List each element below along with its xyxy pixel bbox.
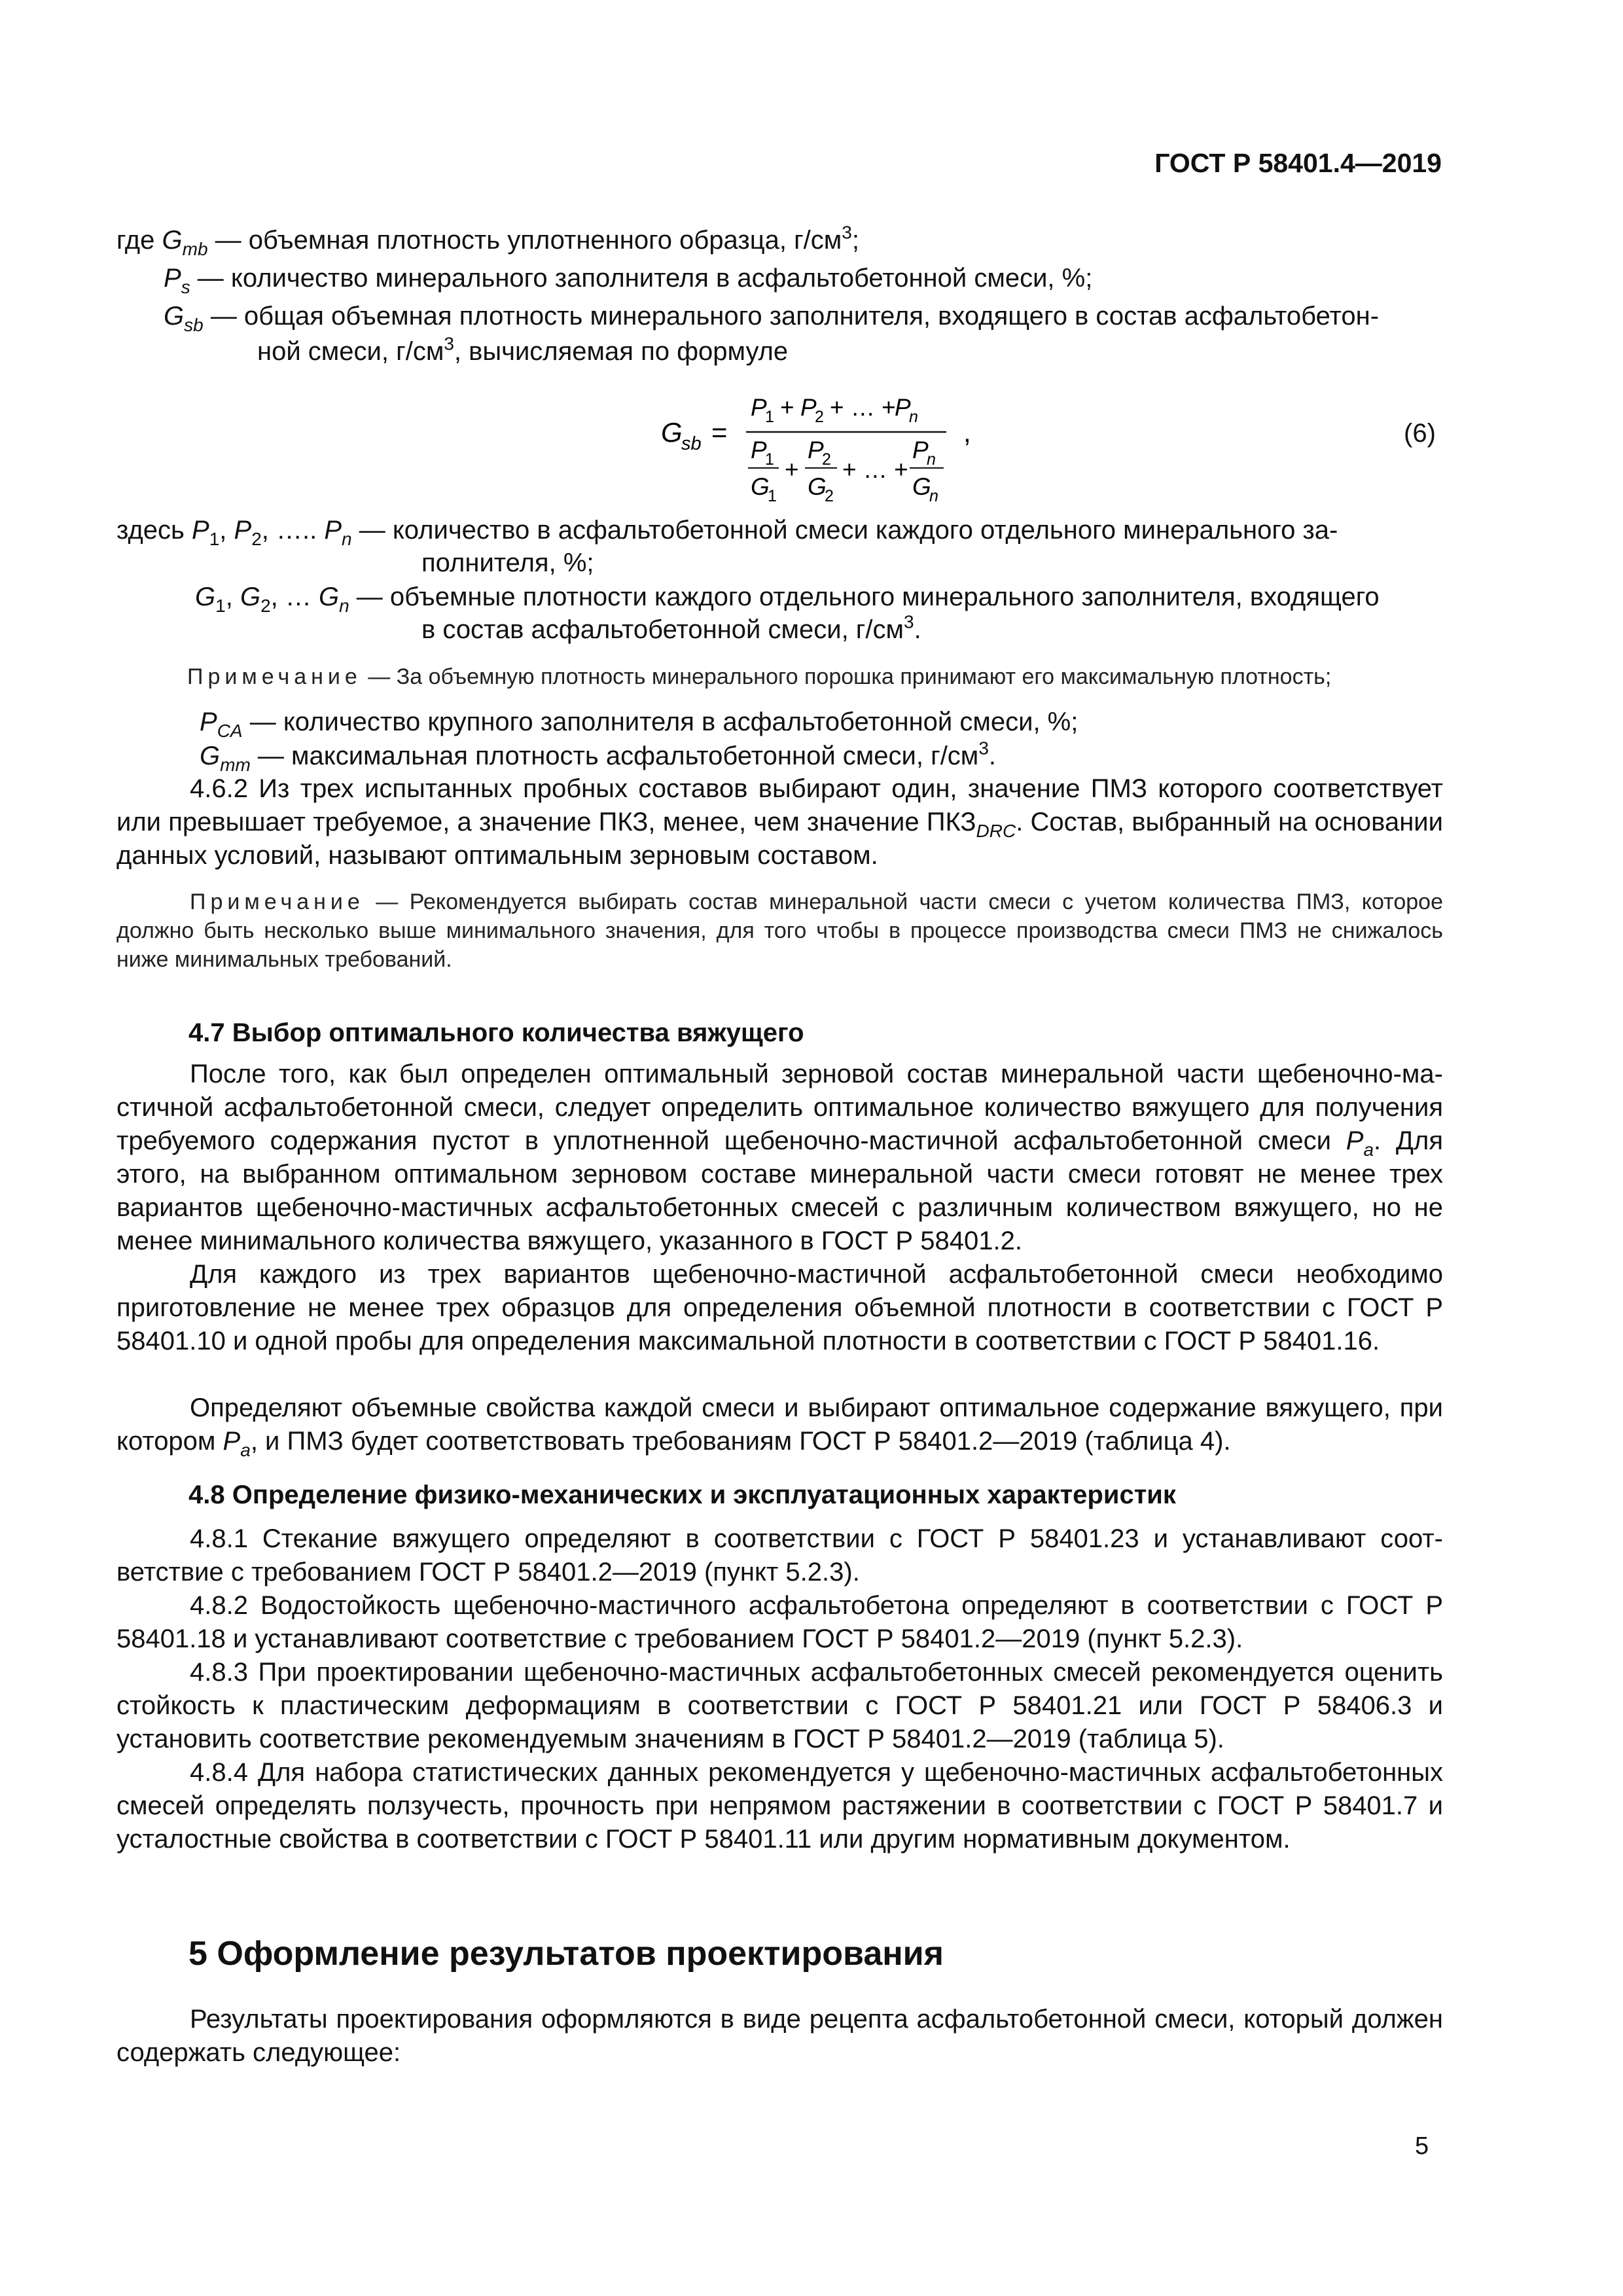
heading-4-7: 4.7 Выбор оптимального количества вяжущего [188, 1018, 804, 1047]
den-p: P [751, 437, 767, 463]
den-p: P [808, 437, 824, 463]
den-g: G [912, 473, 931, 500]
def-gmm: $G_{mm}$ — максимальная плотность асфальтобетонной смеси, $г/см^3$. [200, 738, 997, 775]
paragraph-4-7-c: Определяют объемные свойства каждой смеси и выбирают оптимальное содержание вяжущего, при котором $P_a$, и ПМЗ будет соответствовать требованиям ГОСТ Р 58401.2—2019 (таблица 4). [116, 1393, 1443, 1460]
paragraph-5: Результаты проектирования оформляются в виде рецепта асфальтобетонной смеси, который должен содержать следующее: [116, 2005, 1443, 2067]
heading-4-8: 4.8 Определение физико-механических и эксплуатационных характеристик [188, 1480, 1176, 1509]
num-ellipsis: + … + [830, 394, 896, 421]
den-g-sub: 2 [825, 487, 834, 505]
den-g: G [751, 473, 770, 500]
def-p-line1: здесь $P_1$, $P_2$, ….. $P_n$ — количество в асфальтобетонной смеси каждого отдельного минерального за- [116, 516, 1338, 549]
note-2: Примечание — Рекомендуется выбирать состав минеральной части смеси с учетом количества ПМЗ, которое должно быть несколько выше минимального значения, для того чтобы в процессе производства смеси ПМЗ не снижалось ниже минимальных требований. [116, 889, 1443, 972]
formula-equals: = [711, 417, 728, 448]
num-plus: + [780, 394, 794, 421]
den-ellipsis: + … + [842, 456, 908, 483]
den-plus: + [785, 456, 799, 483]
def-gsb-line2: ной смеси, $г/см^3$, вычисляемая по формуле [257, 333, 789, 366]
def-g-line2: в состав асфальтобетонной смеси, $г/см^3$. [421, 611, 921, 644]
num-p-sub: 1 [765, 408, 774, 426]
paragraph-4-7-a: После того, как был определен оптимальный зерновой состав минеральной части щебеночно-мастичной асфальтобетонной смеси, следует определить оптимальное количество вяжущего для получения требуемого содержания пустот в уплотненной щебеночно-мастичной асфальтобетонной смеси $P_a$. Для этого, на выбранном оптимальном зерновом составе минеральной части смеси готовят не менее трех вариантов щебеночно-мастичных асфальтобетонных смесей с различным количеством вяжущего, но не менее минимального количества вяжущего, указанного в ГОСТ Р 58401.2. [116, 1060, 1443, 1255]
formula-6 [661, 386, 1381, 517]
document-header: ГОСТ Р 58401.4—2019 [1154, 148, 1442, 178]
def-gmb: где $G_{mb}$ — объемная плотность уплотненного образца, $г/см^3$; [116, 222, 859, 259]
formula-comma: , [963, 417, 971, 448]
def-ps: $P_s$ — количество минерального заполнителя в асфальтобетонной смеси, %; [164, 264, 1093, 297]
paragraph-4-6-2: 4.6.2 Из трех испытанных пробных составов выбирают один, значение ПМЗ которого соответствует или превышает требуемое, а значение ПКЗ, менее, чем значение $ПКЗ_{DRC}$. Состав, выбранный на основании данных условий, называют оптимальным зерновым составом. [116, 774, 1443, 870]
formula-lhs-sub: sb [681, 433, 702, 454]
paragraph-4-8-2: 4.8.2 Водостойкость щебеночно-мастичного асфальтобетона определяют в соответствии с ГОСТ Р 58401.18 и устанавливают соответствие с требованием ГОСТ Р 58401.2—2019 (пункт 5.2.3). [116, 1591, 1443, 1653]
den-p-sub: 2 [822, 450, 831, 469]
den-p: P [912, 437, 929, 463]
def-g-line1: $G_1$, $G_2$, … $G_n$ — объемные плотности каждого отдельного минерального заполнителя, входящего [195, 583, 1380, 616]
formula-lhs: G [661, 417, 683, 448]
den-p-sub: n [927, 450, 936, 469]
den-g: G [808, 473, 827, 500]
heading-5: 5 Оформление результатов проектирования [188, 1935, 944, 1973]
def-p-line2: полнителя, %; [421, 548, 594, 577]
def-gsb-line1: $G_{sb}$ — общая объемная плотность минерального заполнителя, входящего в состав асфальтобетон- [164, 302, 1380, 335]
note-1: Примечание — За объемную плотность минерального порошка принимают его максимальную плотность; [187, 664, 1332, 689]
paragraph-4-8-1: 4.8.1 Стекание вяжущего определяют в соответствии с ГОСТ Р 58401.23 и устанавливают соответствие с требованием ГОСТ Р 58401.2—2019 (пункт 5.2.3). [116, 1524, 1443, 1587]
paragraph-4-8-3: 4.8.3 При проектировании щебеночно-мастичных асфальтобетонных смесей рекомендуется оценить стойкость к пластическим деформациям в соответствии с ГОСТ Р 58401.21 или ГОСТ Р 58406.3 и установить соответствие рекомендуемым значениям в ГОСТ Р 58401.2—2019 (таблица 5). [116, 1658, 1443, 1753]
den-g-sub: 1 [768, 487, 777, 505]
paragraph-4-8-4: 4.8.4 Для набора статистических данных рекомендуется у щебеночно-мастичных асфальтобетонных смесей определять ползучесть, прочность при непрямом растяжении в соответствии с ГОСТ Р 58401.7 и усталостные свойства в соответствии с ГОСТ Р 58401.11 или другим нормативным документом. [116, 1758, 1443, 1854]
num-p-sub: n [909, 408, 918, 426]
den-g-sub: n [929, 487, 938, 505]
den-p-sub: 1 [765, 450, 774, 469]
page-number: 5 [1415, 2132, 1429, 2160]
num-p: P [800, 394, 817, 421]
num-p: P [895, 394, 911, 421]
formula-number: (6) [1404, 419, 1436, 448]
num-p: P [751, 394, 767, 421]
num-p-sub: 2 [815, 408, 824, 426]
def-pca: $P_{CA}$ — количество крупного заполнителя в асфальтобетонной смеси, %; [200, 708, 1079, 741]
paragraph-4-7-b: Для каждого из трех вариантов щебеночно-мастичной асфальтобетонной смеси необходимо приготовление не менее трех образцов для определения объемной плотности в соответствии с ГОСТ Р 58401.10 и одной пробы для определения максимальной плотности в соответствии с ГОСТ Р 58401.16. [116, 1260, 1443, 1355]
